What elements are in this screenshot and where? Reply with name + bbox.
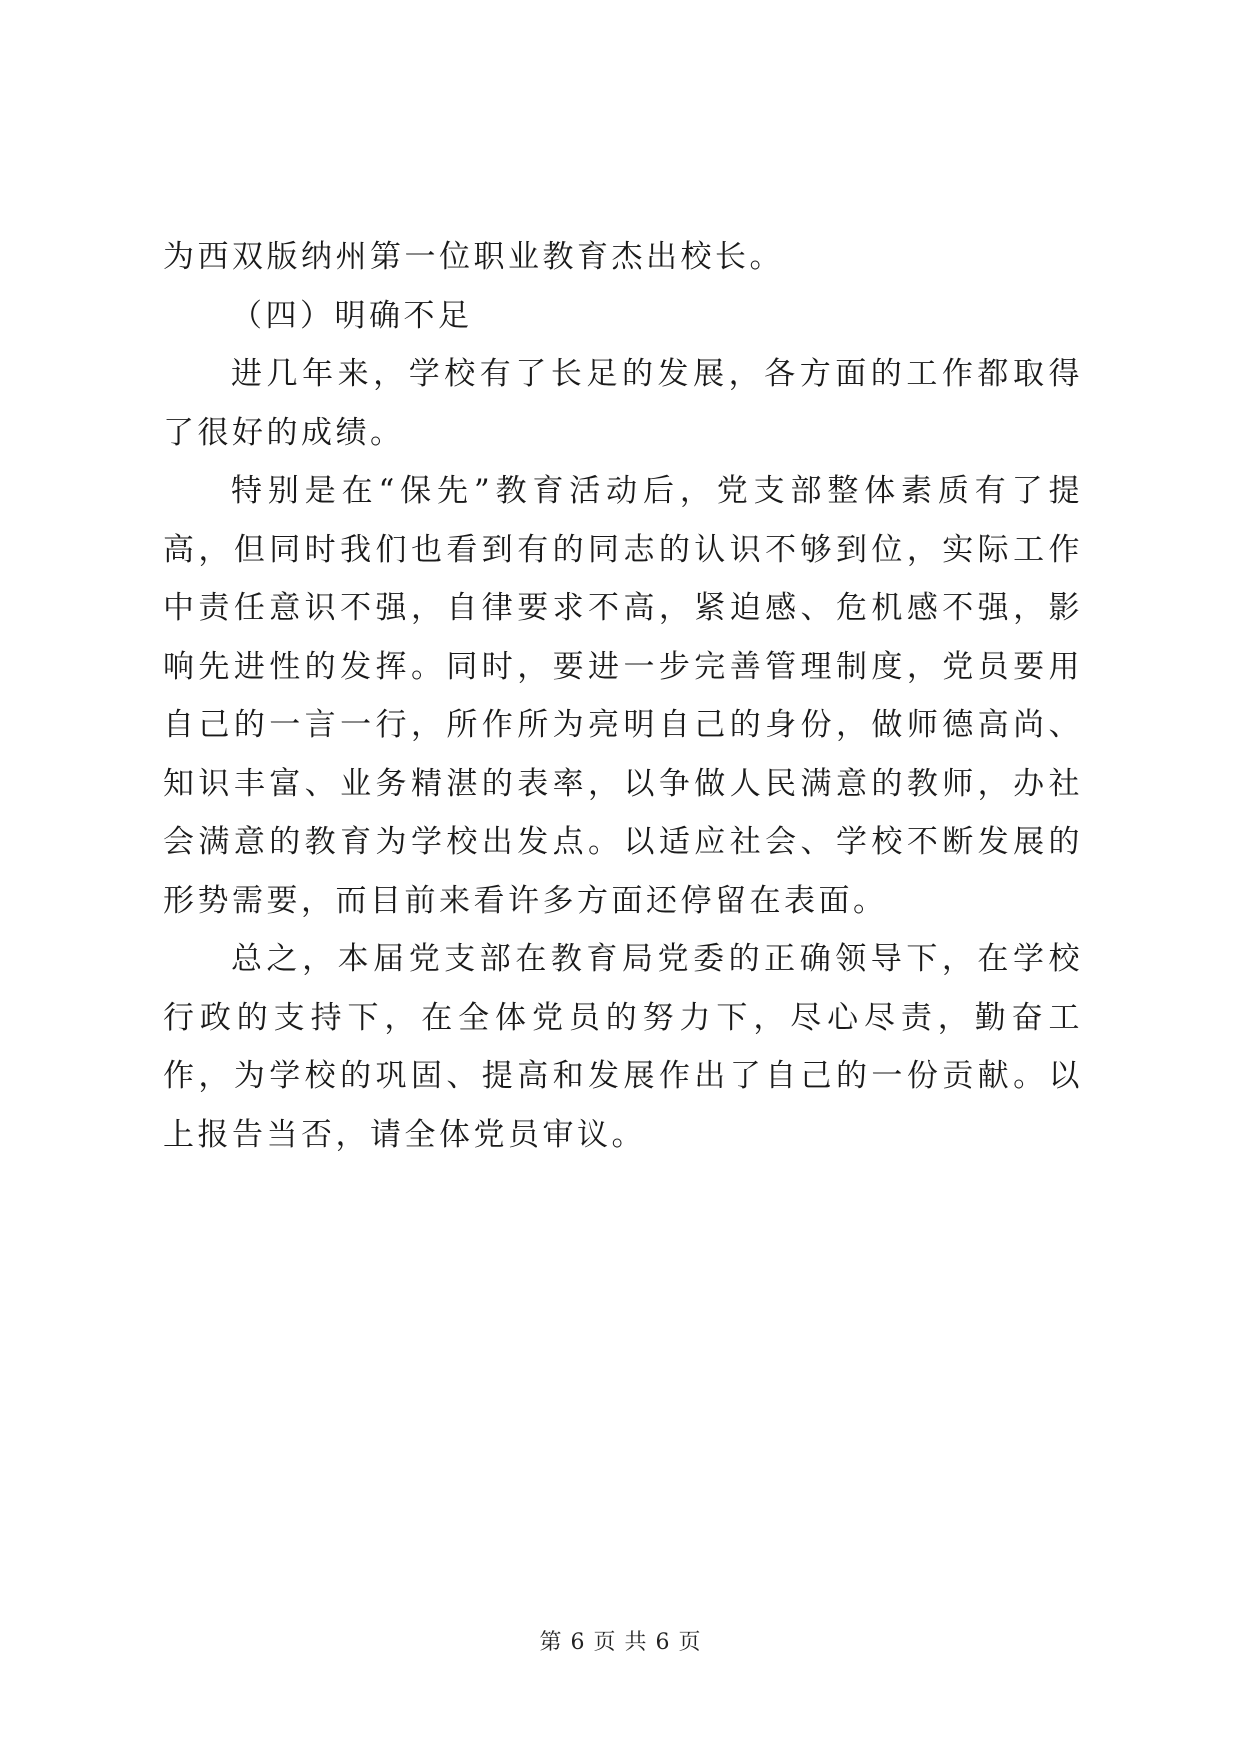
page-footer: 第 6 页 共 6 页	[539, 1630, 702, 1655]
section-heading: （四）明确不足	[231, 297, 473, 334]
paragraph: 进几年来，学校有了长足的发展，各方面的工作都取得了很好的成绩。	[163, 356, 1083, 451]
paragraph: 总之，本届党支部在教育局党委的正确领导下，在学校行政的支持下，在全体党员的努力下，尽心尽责，勤奋工作，为学校的巩固、提高和发展作出了自己的一份贡献。以上报告当否，请全体党员审议。	[163, 941, 1083, 1153]
document-body	[163, 228, 1083, 1164]
paragraph-continuation: 为西双版纳州第一位职业教育杰出校长。	[163, 239, 784, 275]
paragraph: 特别是在“保先”教育活动后，党支部整体素质有了提高，但同时我们也看到有的同志的认识不够到位，实际工作中责任意识不强，自律要求不高，紧迫感、危机感不强，影响先进性的发挥。同时，要进一步完善管理制度，党员要用自己的一言一行，所作所为亮明自己的身份，做师德高尚、知识丰富、业务精湛的表率，以争做人民满意的教师，办社会满意的教育为学校出发点。以适应社会、学校不断发展的形势需要，而目前来看许多方面还停留在表面。	[163, 473, 1083, 919]
